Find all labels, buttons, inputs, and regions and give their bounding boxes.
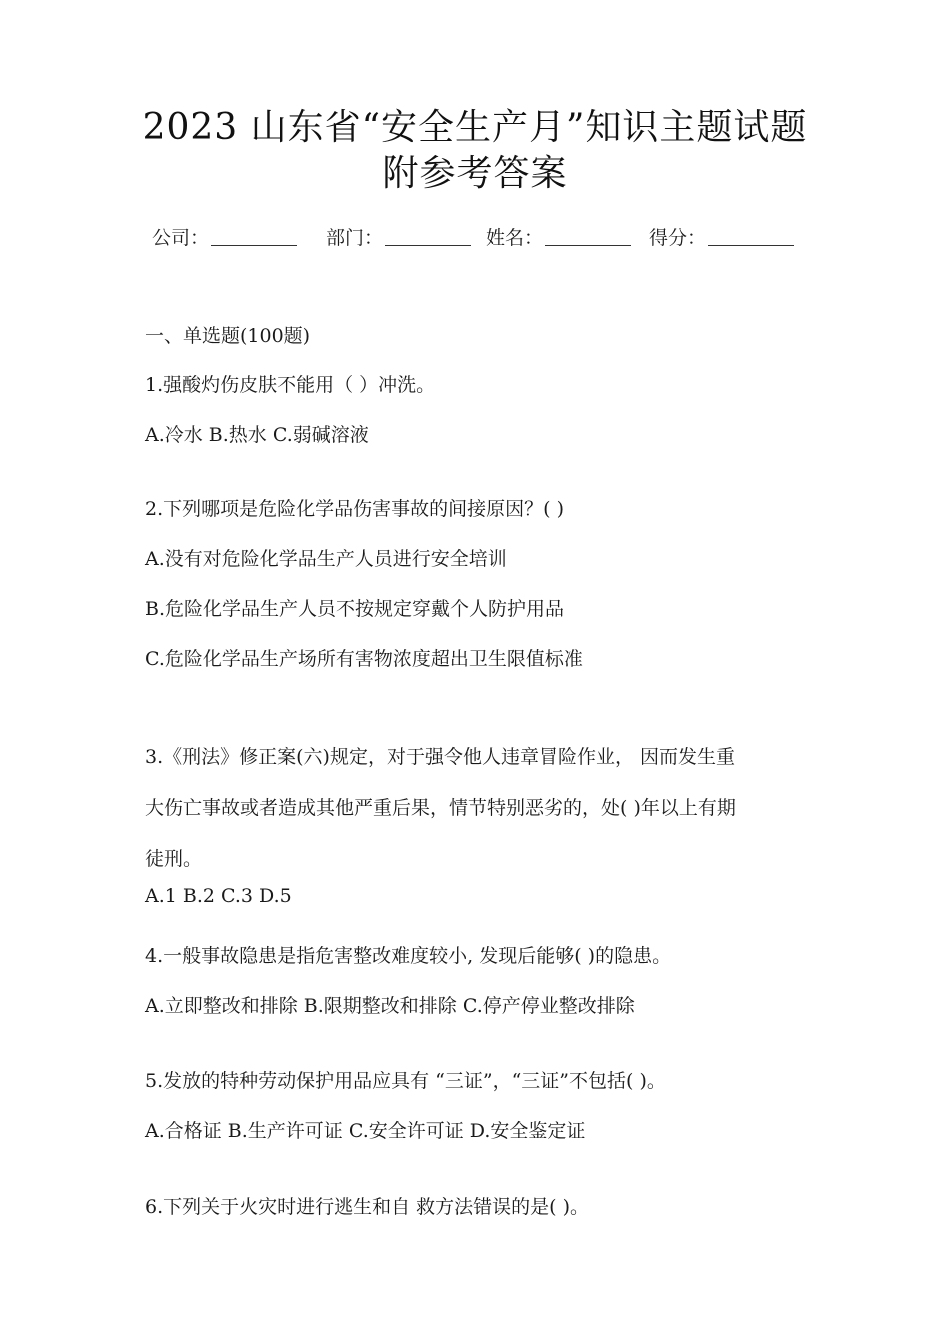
company-label: 公司： [152, 227, 210, 249]
question-2-stem: 2.下列哪项是危险化学品伤害事故的间接原因？( ) [145, 498, 564, 520]
question-6-stem: 6.下列关于火灾时进行逃生和自 救方法错误的是( )。 [145, 1196, 590, 1218]
question-4-options: A.立即整改和排除 B.限期整改和排除 C.停产停业整改排除 [145, 995, 635, 1017]
department-label: 部门： [326, 227, 384, 249]
question-3-stem-line3: 徒刑。 [145, 848, 203, 870]
name-blank [545, 225, 631, 246]
score-field [649, 224, 794, 252]
company-blank [211, 225, 297, 246]
document-title-line1: 2023 山东省“安全生产月”知识主题试题 [142, 107, 808, 148]
question-2-option-a: A.没有对危险化学品生产人员进行安全培训 [145, 548, 507, 570]
question-4-stem: 4.一般事故隐患是指危害整改难度较小, 发现后能够( )的隐患。 [145, 945, 672, 967]
question-1-options: A.冷水 B.热水 C.弱碱溶液 [145, 424, 369, 446]
question-5-stem: 5.发放的特种劳动保护用品应具有 “三证”，“三证”不包括( )。 [145, 1070, 666, 1092]
section-heading: 一、单选题(100题) [145, 325, 311, 347]
info-fields [152, 224, 812, 252]
question-2-option-b: B.危险化学品生产人员不按规定穿戴个人防护用品 [145, 598, 565, 620]
score-label: 得分： [649, 227, 707, 249]
company-field [152, 224, 297, 252]
question-5-options: A.合格证 B.生产许可证 C.安全许可证 D.安全鉴定证 [145, 1120, 586, 1142]
question-3-stem-line1: 3.《刑法》修正案(六)规定，对于强令他人违章冒险作业， 因而发生重 [145, 746, 735, 768]
name-field [486, 224, 631, 252]
department-blank [385, 225, 471, 246]
question-3-options: A.1 B.2 C.3 D.5 [145, 885, 292, 907]
score-blank [708, 225, 794, 246]
question-2-option-c: C.危险化学品生产场所有害物浓度超出卫生限值标准 [145, 648, 583, 670]
question-1-stem: 1.强酸灼伤皮肤不能用（ ）冲洗。 [145, 374, 436, 396]
name-label: 姓名： [486, 227, 544, 249]
document-title-line2: 附参考答案 [382, 153, 568, 194]
question-3-stem-line2: 大伤亡事故或者造成其他严重后果，情节特别恶劣的，处( )年以上有期 [145, 797, 736, 819]
department-field [326, 224, 471, 252]
